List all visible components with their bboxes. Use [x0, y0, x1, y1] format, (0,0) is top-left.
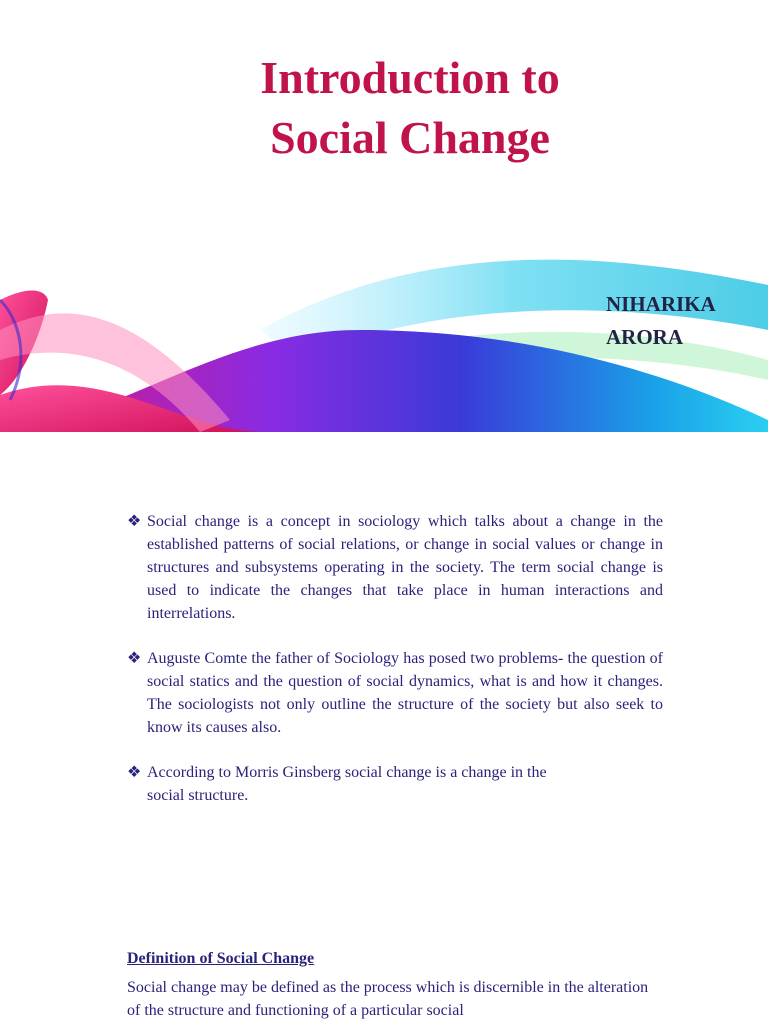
bullet-text: Social change is a concept in sociology which talks about a change in the established patterns of social relations, or change in social values or change in structures and subsystems operating in the society. The term social change is used to indicate the changes that take place in human interactions and interrelations. [147, 513, 663, 622]
list-item [127, 647, 663, 739]
bullet-text: Auguste Comte the father of Sociology has posed two problems- the question of social statics and the question of social dynamics, what is and how it changes. The sociologists not only outline the structure of the society but also seek to know its causes also. [147, 650, 663, 736]
title-slide [0, 0, 768, 432]
diamond-bullet-icon: ❖ [127, 513, 142, 530]
author-name [606, 288, 716, 354]
definition-paragraph: Social change may be defined as the process which is discernible in the alteration of the structure and functioning of a particular social [127, 979, 649, 1019]
diamond-bullet-icon: ❖ [127, 650, 142, 667]
list-item [127, 761, 663, 807]
content-page [0, 432, 768, 1024]
bullet-list [127, 510, 663, 829]
slide-title [0, 48, 768, 168]
title-line-2: Social Change [270, 112, 550, 163]
title-line-1: Introduction to [260, 52, 560, 103]
author-line-1: NIHARIKA [606, 292, 716, 316]
author-line-2: ARORA [606, 325, 683, 349]
bullet-text: According to Morris Ginsberg social change is a change in the [147, 764, 547, 781]
section-heading: Definition of Social Change [127, 950, 315, 967]
diamond-bullet-icon: ❖ [127, 764, 142, 781]
bullet-text-tail: social structure. [147, 787, 249, 804]
list-item [127, 510, 663, 625]
